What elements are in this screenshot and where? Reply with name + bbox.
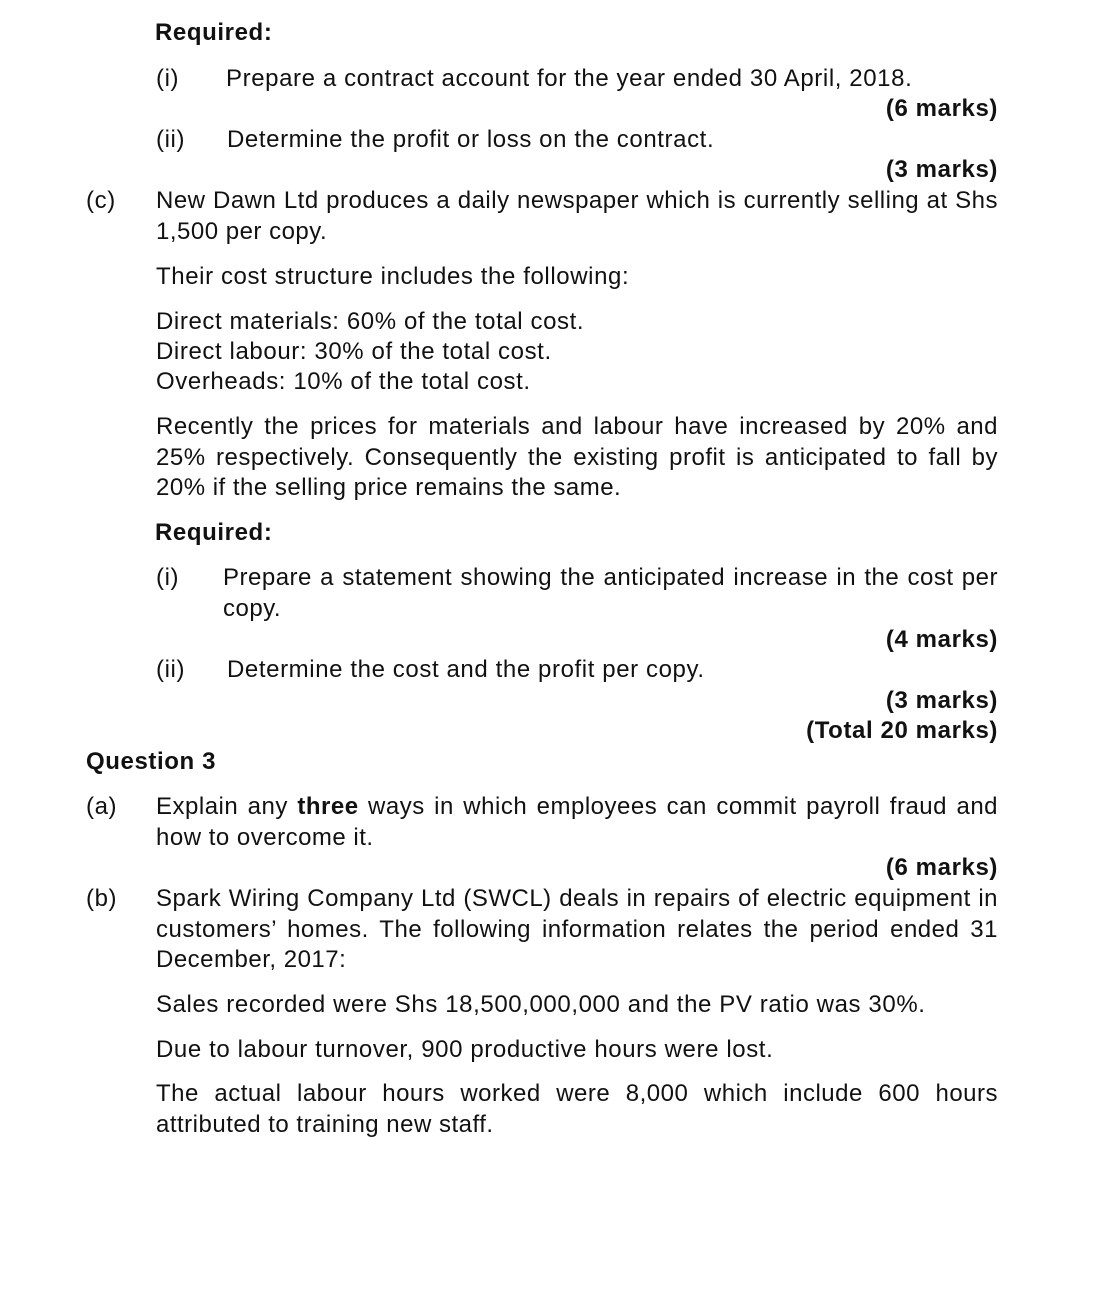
marks-label: (4 marks)	[885, 626, 998, 653]
paragraph-line: attributed to training new staff.	[156, 1110, 494, 1138]
item-text: Determine the profit or loss on the contract.	[227, 126, 715, 153]
part-c-intro	[156, 186, 998, 247]
sales-info: Sales recorded were Shs 18,500,000,000 and the PV ratio was 30%.	[156, 991, 926, 1018]
price-increase-paragraph	[156, 412, 998, 504]
marks-label: (3 marks)	[885, 156, 998, 183]
item-label: (ii)	[156, 126, 186, 153]
paragraph-line: Recently the prices for materials and labour have increased by 20% and	[156, 413, 998, 440]
paragraph-line: 20% if the selling price remains the same.	[156, 474, 622, 501]
paragraph-line: 25% respectively. Consequently the existing profit is anticipated to fall by	[156, 443, 998, 471]
paragraph-line: The actual labour hours worked were 8,000 which include 600 hours	[156, 1080, 998, 1107]
emphasis-text: three	[297, 793, 359, 820]
part-a-text	[156, 792, 998, 853]
marks-label: (6 marks)	[885, 95, 998, 122]
paragraph-line: Prepare a statement showing the anticipated increase in the cost per	[223, 564, 998, 591]
labour-hours-info	[156, 1079, 998, 1140]
part-label: (a)	[86, 793, 118, 820]
cost-item: Direct labour: 30% of the total cost.	[156, 338, 552, 365]
item-label: (i)	[156, 564, 180, 591]
paragraph-line: how to overcome it.	[156, 823, 374, 851]
total-marks-label: (Total 20 marks)	[806, 717, 998, 744]
item-label: (i)	[156, 65, 180, 92]
paragraph-line: copy.	[223, 594, 282, 622]
cost-item: Direct materials: 60% of the total cost.	[156, 308, 585, 335]
paragraph-line: Spark Wiring Company Ltd (SWCL) deals in repairs of electric equipment in	[156, 885, 998, 912]
paragraph-line: December, 2017:	[156, 946, 347, 973]
item-label: (ii)	[156, 656, 186, 683]
cost-structure-intro: Their cost structure includes the following:	[156, 263, 630, 290]
required-heading: Required:	[155, 19, 273, 46]
marks-label: (6 marks)	[885, 854, 998, 881]
item-text: Determine the cost and the profit per copy.	[227, 656, 705, 683]
marks-label: (3 marks)	[885, 687, 998, 714]
text-segment: Explain any	[156, 793, 298, 820]
text-segment: ways in which employees can commit payroll fraud and	[358, 793, 999, 820]
cost-item: Overheads: 10% of the total cost.	[156, 368, 531, 395]
part-label: (b)	[86, 885, 118, 912]
item-text	[223, 563, 998, 624]
paragraph-line	[156, 792, 998, 823]
paragraph-line: customers’ homes. The following information relates the period ended 31	[156, 915, 998, 943]
paragraph-line: New Dawn Ltd produces a daily newspaper which is currently selling at Shs	[156, 187, 998, 214]
part-label: (c)	[86, 187, 116, 214]
paragraph-line: 1,500 per copy.	[156, 217, 328, 245]
part-b-intro	[156, 884, 998, 976]
required-heading: Required:	[155, 519, 273, 546]
item-text: Prepare a contract account for the year ended 30 April, 2018.	[226, 65, 913, 92]
turnover-info: Due to labour turnover, 900 productive hours were lost.	[156, 1036, 774, 1063]
question-heading: Question 3	[86, 748, 217, 775]
